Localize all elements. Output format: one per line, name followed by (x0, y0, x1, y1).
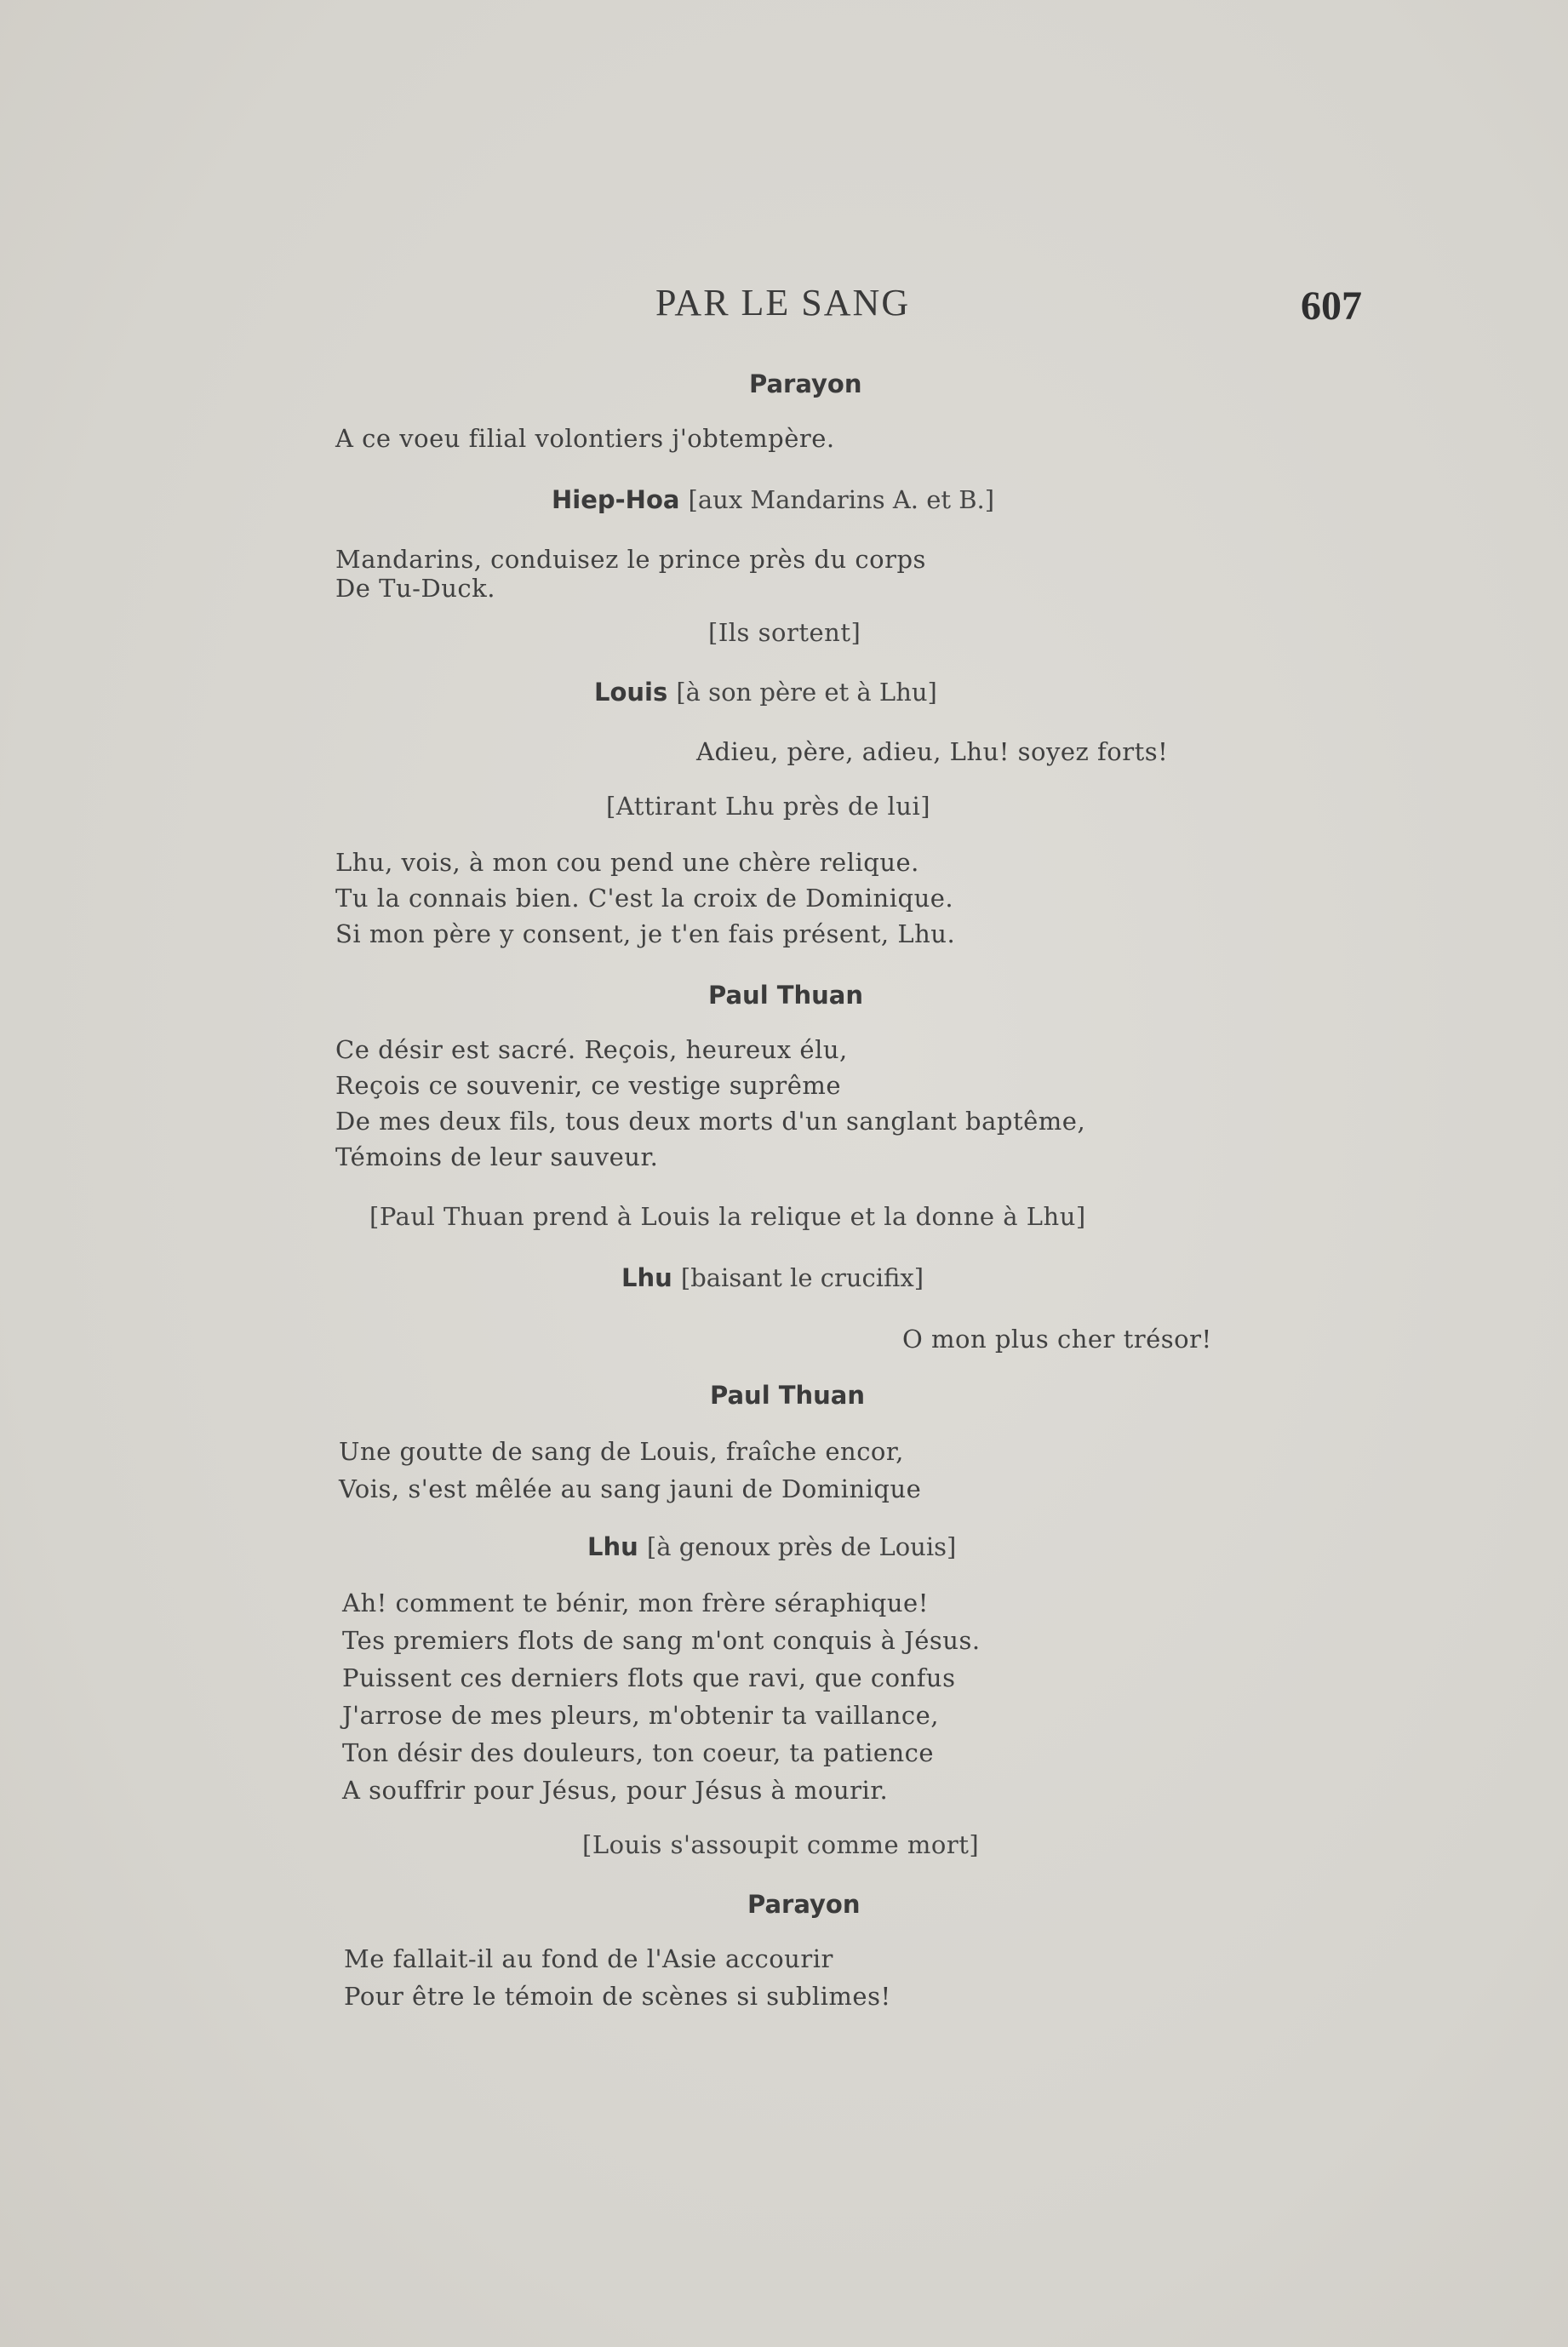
verse-line: Me fallait-il au fond de l'Asie accourir (344, 1944, 833, 1973)
running-title: PAR LE SANG (655, 282, 911, 323)
verse-line: Tu la connais bien. C'est la croix de Dominique. (335, 884, 954, 913)
verse-line: Ton désir des douleurs, ton coeur, ta patience (342, 1738, 935, 1767)
verse-line: Tes premiers flots de sang m'ont conquis à Jésus. (342, 1626, 981, 1655)
verse-line: O mon plus cher trésor! (902, 1325, 1212, 1354)
stage-direction: [Louis s'assoupit comme mort] (582, 1830, 980, 1859)
speaker-label: Lhu [baisant le crucifix] (621, 1263, 924, 1292)
verse-line: Témoins de leur sauveur. (335, 1142, 659, 1171)
stage-direction: [à son père et à Lhu] (676, 678, 937, 707)
verse-line: Pour être le témoin de scènes si sublimes! (344, 1982, 891, 2011)
speaker-label: Paul Thuan (708, 981, 864, 1010)
verse-line: Lhu, vois, à mon cou pend une chère relique. (335, 848, 919, 877)
stage-direction: [aux Mandarins A. et B.] (688, 485, 995, 514)
verse-line: Mandarins, conduisez le prince près du corps (335, 545, 926, 574)
verse-line: A souffrir pour Jésus, pour Jésus à mourir. (342, 1776, 889, 1805)
stage-direction: [Paul Thuan prend à Louis la relique et la donne à Lhu] (369, 1202, 1086, 1231)
verse-line: A ce voeu filial volontiers j'obtempère. (335, 424, 835, 453)
stage-direction: [Ils sortent] (708, 618, 861, 647)
verse-line: Vois, s'est mêlée au sang jauni de Dominique (339, 1474, 922, 1503)
speaker-label: Paul Thuan (710, 1381, 866, 1410)
page-header (0, 274, 1568, 342)
verse-line: J'arrose de mes pleurs, m'obtenir ta vaillance, (342, 1701, 939, 1730)
verse-line: Ah! comment te bénir, mon frère séraphique! (342, 1589, 929, 1617)
verse-line: Ce désir est sacré. Reçois, heureux élu, (335, 1035, 848, 1064)
verse-line: Reçois ce souvenir, ce vestige suprême (335, 1071, 842, 1100)
speaker-label: Hiep-Hoa [aux Mandarins A. et B.] (552, 485, 995, 514)
speaker-label: Louis [à son père et à Lhu] (594, 678, 937, 707)
verse-line: Si mon père y consent, je t'en fais présent, Lhu. (335, 919, 956, 948)
stage-direction: [à genoux près de Louis] (646, 1532, 957, 1561)
speaker-label: Parayon (749, 369, 862, 398)
verse-line: Adieu, père, adieu, Lhu! soyez forts! (696, 737, 1169, 766)
stage-direction: [Attirant Lhu près de lui] (606, 792, 931, 821)
speaker-label: Lhu [à genoux près de Louis] (587, 1532, 957, 1561)
verse-line: De Tu-Duck. (335, 574, 495, 603)
verse-line: Une goutte de sang de Louis, fraîche encor, (339, 1437, 904, 1466)
verse-line: Puissent ces derniers flots que ravi, que confus (342, 1663, 956, 1692)
stage-direction: [baisant le crucifix] (680, 1263, 924, 1292)
verse-line: De mes deux fils, tous deux morts d'un sanglant baptême, (335, 1107, 1086, 1136)
page-number: 607 (1301, 283, 1362, 329)
speaker-label: Parayon (747, 1890, 861, 1919)
